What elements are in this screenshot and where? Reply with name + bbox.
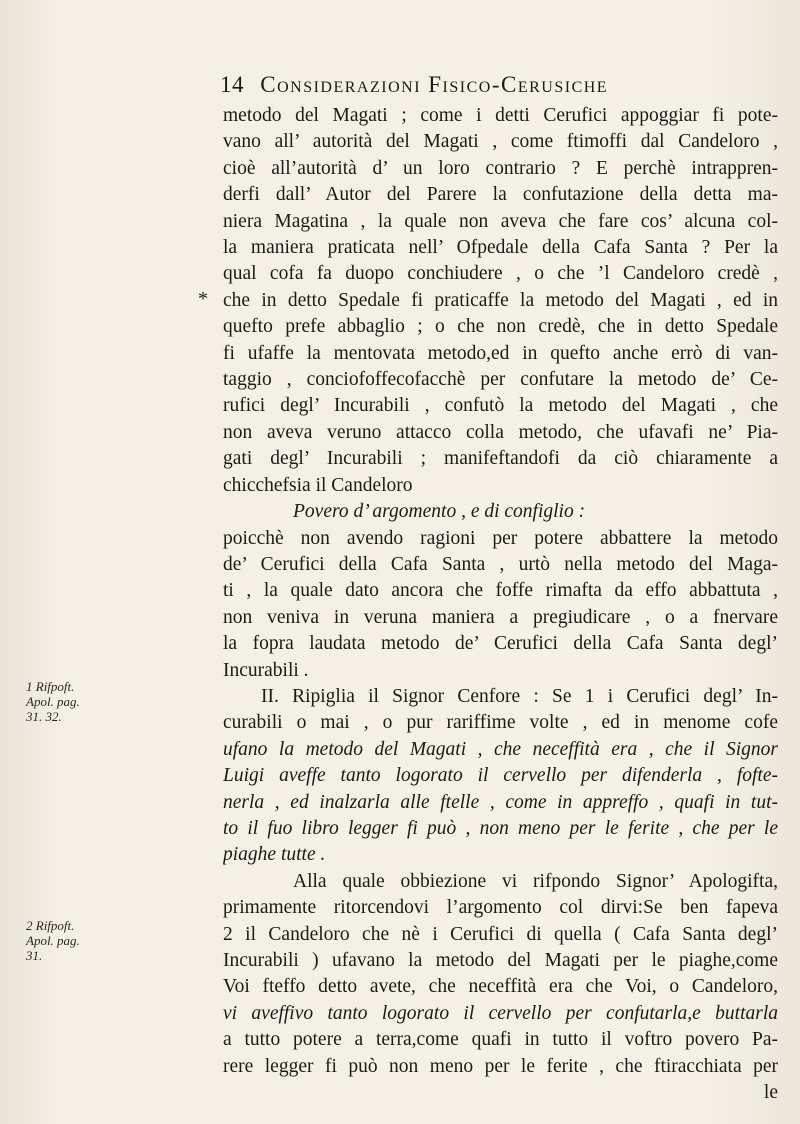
page-number: 14 <box>220 72 244 97</box>
text-line: nerla , ed inalzarla alle ftelle , come in appreffo , quafi in tut- <box>223 791 778 813</box>
text-line: Voi fteffo detto avete, che neceffità era che Voi, o Candeloro, <box>223 976 778 998</box>
text-line: taggio , conciofoffecofacchè per confutare la metodo de’ Ce- <box>223 369 778 391</box>
text-line: derfi dall’ Autor del Parere la confutazione della detta ma- <box>223 184 778 206</box>
text-line: curabili o mai , o pur rariffime volte , ed in menome cofe <box>223 712 778 734</box>
text-line: vi aveffivo tanto logorato il cervello per confutarla,e buttarla <box>223 1002 778 1024</box>
text-line: to il fuo libro legger fi può , non meno per le ferite , che per le <box>223 817 778 839</box>
text-line: cioè all’autorità d’ un loro contrario ? E perchè intrappren- <box>223 157 778 179</box>
margin-note-1: 1 Rifpoft. Apol. pag. 31. 32. <box>26 679 80 724</box>
text-line: la fopra laudata metodo de’ Cerufici della Cafa Santa degl’ <box>223 633 778 655</box>
margin-note-2: 2 Rifpoft. Apol. pag. 31. <box>26 918 80 963</box>
text-line: fi ufaffe la mentovata metodo,ed in quefto anche errò di van- <box>223 342 778 364</box>
text-line: II. Ripiglia il Signor Cenfore : Se 1 i Cerufici degl’ In- <box>261 685 778 707</box>
body-text <box>223 103 778 1106</box>
text-line: Incurabili . <box>223 659 309 681</box>
text-line: qual cofa fa duopo conchiudere , o che ’l Candeloro credè , <box>223 263 778 285</box>
running-title: Considerazioni Fisico-Cerusiche <box>260 72 609 97</box>
asterisk-mark: * <box>198 288 208 310</box>
text-line: Luigi aveffe tanto logorato il cervello per difenderla , fofte- <box>223 765 778 787</box>
text-line: non veniva in veruna maniera a pregiudicare , o a fnervare <box>223 606 778 628</box>
text-line: la maniera praticata nell’ Ofpedale della Cafa Santa ? Per la <box>223 237 778 259</box>
text-line: gati degl’ Incurabili ; manifeftandofi da ciò chiaramente a <box>223 448 778 470</box>
text-line: poicchè non avendo ragioni per potere abbattere la metodo <box>223 527 778 549</box>
text-line: che in detto Spedale fi praticaffe la metodo del Magati , ed in <box>223 289 778 311</box>
text-line: niera Magatina , la quale non aveva che fare cos’ alcuna col- <box>223 210 778 232</box>
text-line: primamente ritorcendovi l’argomento col dirvi:Se ben fapeva <box>223 897 778 919</box>
text-line: metodo del Magati ; come i detti Cerufici appoggiar fi pote- <box>223 105 778 126</box>
text-line: rere legger fi può non meno per le ferite , che ftiracchiata per <box>223 1055 778 1077</box>
text-line: ufano la metodo del Magati , che neceffità era , che il Signor <box>223 738 778 760</box>
text-line: Povero d’ argomento , e di configlio : <box>293 501 586 523</box>
text-line: le <box>763 1082 778 1104</box>
running-header <box>220 72 780 98</box>
text-line: Incurabili ) ufavano la metodo del Magati per le piaghe,come <box>223 950 778 971</box>
text-line: de’ Cerufici della Cafa Santa , urtò nella metodo del Maga- <box>223 553 778 575</box>
text-line: a tutto potere a terra,come quafi in tutto il voftro povero Pa- <box>223 1029 778 1051</box>
text-line: 2 il Candeloro che nè i Cerufici di quella ( Cafa Santa degl’ <box>223 923 778 945</box>
text-line: rufici degl’ Incurabili , confutò la metodo del Magati , che <box>223 395 778 417</box>
text-line: chicchefsia il Candeloro <box>223 474 413 496</box>
text-line: Alla quale obbiezione vi rifpondo Signor’ Apologifta, <box>293 870 778 892</box>
text-line: ti , la quale dato ancora che foffe rimafta da effo abbattuta , <box>223 580 778 602</box>
text-line: non aveva veruno attacco colla metodo, che ufavafi ne’ Pia- <box>223 421 778 443</box>
text-line: vano all’ autorità del Magati , come ftimoffi dal Candeloro , <box>223 131 778 153</box>
text-line: piaghe tutte . <box>223 844 326 866</box>
text-line: quefto prefe abbaglio ; o che non credè, che in detto Spedale <box>223 316 778 338</box>
